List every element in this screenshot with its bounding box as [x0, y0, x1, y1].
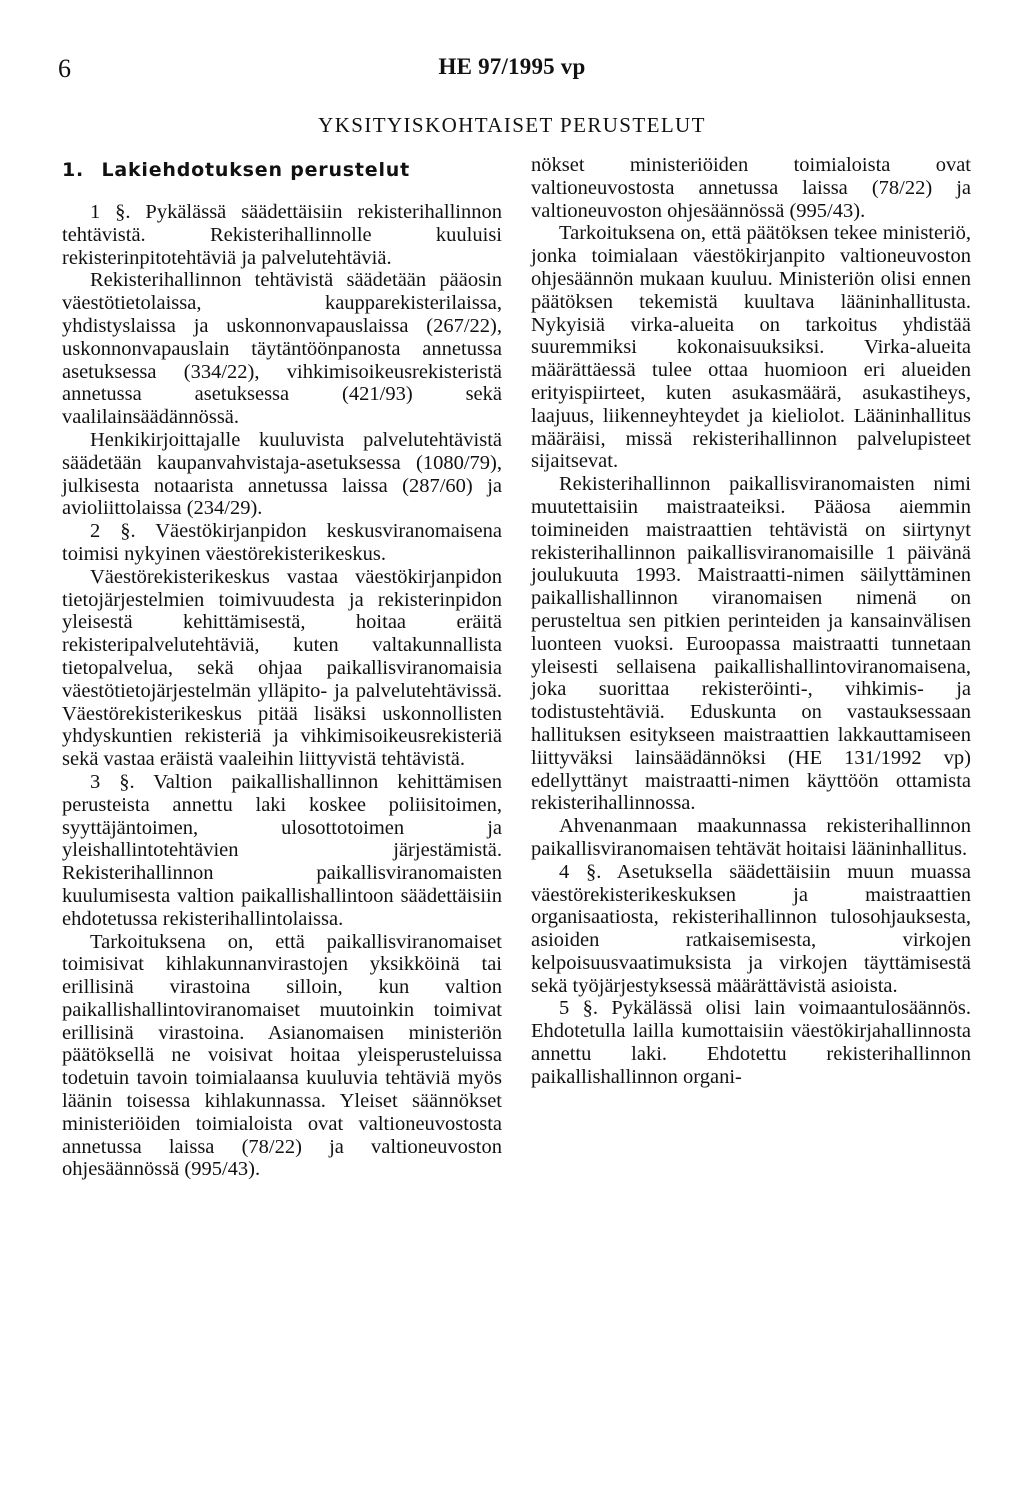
paragraph: Tarkoituksena on, että päätöksen tekee ministeriö, jonka toimialaan väestökirjanpito valtioneuvoston ohjesäännön mukaan kuuluu. Ministeriön olisi ennen päätöksen tekemistä kuultava lääninhallitusta. Nykyisiä virka-alueita on tarkoitus yhdistää suuremmiksi kokonaisuuksiksi. Virka-alueita määrättäessä tulee ottaa huomioon eri alueiden erityispiirteet, kuten asukasmäärä, asukastiheys, laajuus, liikenneyhteydet ja kieliolot. Lääninhallitus määräisi, missä rekisterihallinnon palvelupisteet sijaitsevat. [531, 222, 971, 473]
section-heading-number: 1. [62, 159, 85, 181]
paragraph-continuation: nökset ministeriöiden toimialoista ovat valtioneuvostosta annetussa laissa (78/22) ja valtioneuvoston ohjesäännössä (995/43). [531, 154, 971, 222]
paragraph: Väestörekisterikeskus vastaa väestökirjanpidon tietojärjestelmien toimivuudesta ja rekisterinpidon yleisestä kehittämisestä, hoitaa eräitä rekisteripalvelutehtäviä, kuten valtakunnallista tietopalvelua, sekä ohjaa paikallisviranomaisia väestötietojärjestelmän ylläpito- ja palvelutehtävissä. Väestörekisterikeskus pitää lisäksi uskonnollisten yhdyskuntien rekisteriä ja vihkimisoikeusrekisteriä sekä vastaa eräistä vaaleihin liittyvistä tehtävistä. [62, 565, 502, 771]
paragraph: Henkikirjoittajalle kuuluvista palvelutehtävistä säädetään kaupanvahvistaja-asetuksessa (1080/79), julkisesta notaarista annetussa laissa (287/60) ja avioliittolaissa (234/29). [62, 428, 502, 520]
document-id: HE 97/1995 vp [438, 54, 586, 79]
left-column [62, 158, 502, 1181]
paragraph: 2 §. Väestökirjanpidon keskusviranomaisena toimisi nykyinen väestörekisterikeskus. [62, 520, 502, 565]
paragraph: Ahvenanmaan maakunnassa rekisterihallinnon paikallisviranomaisen tehtävät hoitaisi lääninhallitus. [531, 815, 971, 860]
paragraph: 3 §. Valtion paikallishallinnon kehittämisen perusteista annettu laki koskee poliisitoimen, syyttäjäntoimen, ulosottotoimen ja yleishallintotehtävien järjestämistä. Rekisterihallinnon paikallisviranomaisten kuulumisesta valtion paikallishallintoon säädettäisiin ehdotetussa rekisterihallintolaissa. [62, 770, 502, 930]
paragraph: Tarkoituksena on, että paikallisviranomaiset toimisivat kihlakunnanvirastojen yksikköinä tai erillisinä virastoina silloin, kun valtion paikallishallintoviranomaiset muutoinkin toimivat erillisinä virastoina. Asianomaisen ministeriön päätöksellä ne voisivat hoitaa yleisperusteluissa todetuin tavoin toimialaansa kuuluvia tehtäviä myös läänin toisessa kihlakunnassa. Yleiset säännökset ministeriöiden toimialoista ovat valtioneuvostosta annetussa laissa (78/22) ja valtioneuvoston ohjesäännössä (995/43). [62, 930, 502, 1181]
paragraph: 5 §. Pykälässä olisi lain voimaantulosäännös. Ehdotetulla lailla kumottaisiin väestökirjahallinnosta annettu laki. Ehdotettu rekisterihallinnon paikallishallinnon organi- [531, 997, 971, 1088]
paragraph: 4 §. Asetuksella säädettäisiin muun muassa väestörekisterikeskuksen ja maistraattien organisaatiosta, rekisterihallinnon tulosohjauksesta, asioiden ratkaisemisesta, virkojen kelpoisuusvaatimuksista ja virkojen täyttämisestä sekä työjärjestyksessä määrättävistä asioista. [531, 860, 971, 997]
paragraph: Rekisterihallinnon tehtävistä säädetään pääosin väestötietolaissa, kaupparekisterilaissa, yhdistyslaissa ja uskonnonvapauslaissa (267/22), uskonnonvapauslain täytäntöönpanosta annetussa asetuksessa (334/22), vihkimisoikeusrekisteristä annetussa asetuksessa (421/93) sekä vaalilainsäädännössä. [62, 269, 502, 429]
section-heading-text: Lakiehdotuksen perustelut [101, 159, 410, 181]
right-column [531, 154, 971, 1089]
paragraph: Rekisterihallinnon paikallisviranomaisten nimi muutettaisiin maistraateiksi. Pääosa aiemmin toimineiden maistraattien tehtävistä on siirtynyt rekisterihallinnon paikallisviranomaisille 1 päivänä joulukuuta 1993. Maistraatti-nimen säilyttäminen paikallishallinnon viranomaisen nimenä on perusteltua sen pitkien perinteiden ja kansainvälisen luonteen vuoksi. Euroopassa maistraatti tunnetaan yleisesti sellaisena paikallishallintoviranomaisena, joka suorittaa rekisteröinti-, vihkimis- ja todistustehtäviä. Eduskunta on vastauksessaan hallituksen esitykseen maistraattien lakkauttamiseen liittyväksi lainsäädännöksi (HE 131/1992 vp) edellyttänyt maistraatti-nimen käyttöön ottamista rekisterihallinnossa. [531, 473, 971, 815]
section-title: YKSITYISKOHTAISET PERUSTELUT [318, 113, 706, 137]
page-number: 6 [58, 54, 71, 83]
section-heading [62, 158, 502, 182]
paragraph: 1 §. Pykälässä säädettäisiin rekisterihallinnon tehtävistä. Rekisterihallinnolle kuuluisi rekisterinpitotehtäviä ja palvelutehtäviä. [62, 201, 502, 269]
